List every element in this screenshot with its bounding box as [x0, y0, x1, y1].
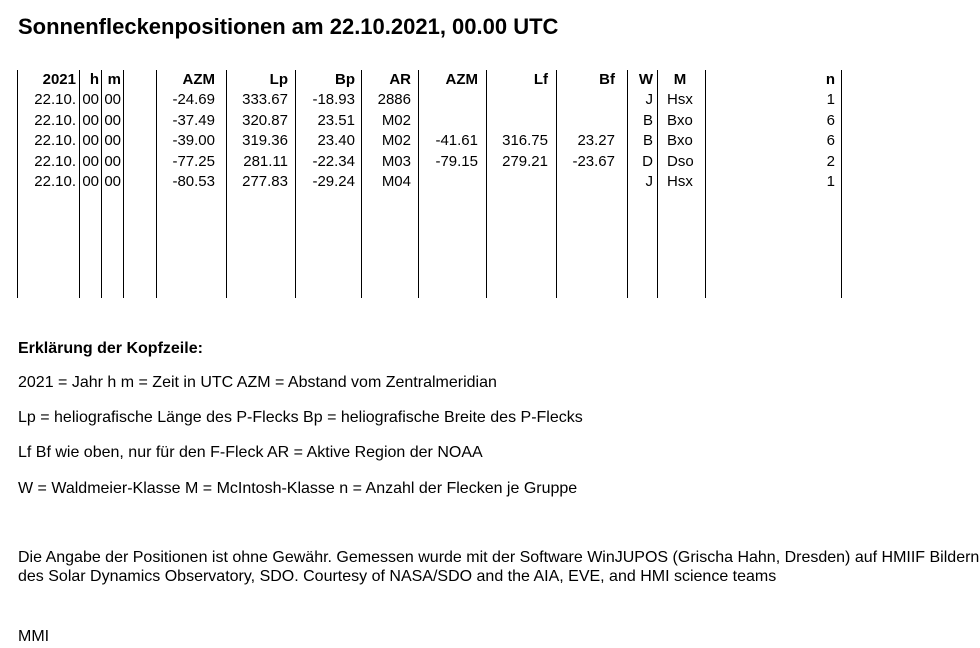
explanation-line: 2021 = Jahr h m = Zeit in UTC AZM = Abstand vom Zentralmeridian: [18, 374, 497, 391]
table-column-divider: [295, 70, 296, 298]
table-header-cell: M: [673, 71, 687, 88]
table-header-cell: W: [638, 71, 653, 88]
table-cell: 333.67: [242, 91, 288, 108]
sunspot-table: [0, 0, 980, 300]
table-cell: 6: [826, 132, 835, 149]
table-header-cell: AZM: [182, 71, 215, 88]
explanation-line: W = Waldmeier-Klasse M = McIntosh-Klasse n = Anzahl der Flecken je Gruppe: [18, 480, 578, 497]
table-cell: J: [645, 173, 653, 190]
table-cell: 22.10.: [34, 152, 76, 170]
table-cell: -22.34: [312, 152, 355, 170]
table-column-divider: [101, 70, 102, 298]
table-cell: 1: [826, 173, 835, 190]
table-cell: M02: [381, 132, 411, 149]
table-cell: 00: [104, 111, 121, 129]
table-cell: M03: [381, 152, 411, 170]
table-cell: 00: [82, 91, 99, 108]
table-header-cell: Bp: [335, 71, 355, 88]
table-cell: 1: [826, 91, 835, 108]
table-cell: -37.49: [172, 111, 215, 129]
table-header-cell: h: [89, 71, 99, 88]
table-cell: -23.67: [572, 152, 615, 170]
table-cell: 277.83: [242, 173, 288, 190]
table-cell: D: [642, 152, 653, 170]
table-cell: 00: [82, 132, 99, 149]
table-column-divider: [418, 70, 419, 298]
table-cell: 2886: [377, 91, 411, 108]
table-cell: 00: [104, 132, 121, 149]
table-cell: M02: [381, 111, 411, 129]
table-cell: 00: [82, 111, 99, 129]
table-cell: 6: [826, 111, 835, 129]
table-cell: 22.10.: [34, 91, 76, 108]
table-cell: 00: [82, 152, 99, 170]
table-column-divider: [841, 70, 842, 298]
table-header-cell: AZM: [445, 71, 478, 88]
table-column-divider: [79, 70, 80, 298]
table-cell: Hsx: [667, 173, 693, 190]
page-title: Sonnenfleckenpositionen am 22.10.2021, 00.00 UTC: [18, 14, 559, 39]
table-header-cell: n: [825, 71, 835, 88]
table-cell: Hsx: [667, 91, 693, 108]
table-cell: B: [642, 111, 653, 129]
table-header-cell: Lf: [533, 71, 548, 88]
table-cell: 23.40: [317, 132, 355, 149]
table-cell: -24.69: [172, 91, 215, 108]
table-column-divider: [657, 70, 658, 298]
table-cell: J: [645, 91, 653, 108]
table-column-divider: [627, 70, 628, 298]
table-cell: -41.61: [435, 132, 478, 149]
table-cell: 2: [826, 152, 835, 170]
table-cell: 22.10.: [34, 132, 76, 149]
table-cell: M04: [381, 173, 411, 190]
explanation-title: Erklärung der Kopfzeile:: [18, 340, 203, 357]
table-cell: 00: [104, 91, 121, 108]
table-column-divider: [17, 70, 18, 298]
table-cell: 279.21: [502, 152, 548, 170]
table-header-cell: AR: [389, 71, 411, 88]
table-cell: Bxo: [667, 111, 693, 129]
table-header-cell: 2021: [42, 71, 76, 88]
table-cell: 319.36: [242, 132, 288, 149]
table-cell: 00: [104, 152, 121, 170]
table-cell: B: [642, 132, 653, 149]
table-cell: -29.24: [312, 173, 355, 190]
table-header-cell: Lp: [269, 71, 288, 88]
table-header-cell: Bf: [599, 71, 615, 88]
table-cell: 320.87: [242, 111, 288, 129]
table-cell: 22.10.: [34, 111, 76, 129]
table-cell: 00: [82, 173, 99, 190]
table-cell: -80.53: [172, 173, 215, 190]
table-cell: 00: [104, 173, 121, 190]
table-cell: -77.25: [172, 152, 215, 170]
table-cell: Bxo: [667, 132, 693, 149]
explanation-line: Lf Bf wie oben, nur für den F-Fleck AR = Aktive Region der NOAA: [18, 444, 483, 461]
table-header-cell: m: [107, 71, 121, 88]
table-column-divider: [556, 70, 557, 298]
table-cell: 281.11: [243, 152, 288, 170]
disclaimer-text: Die Angabe der Positionen ist ohne Gewähr. Gemessen wurde mit der Software WinJUPOS (Grischa Hahn, Dresden) auf HMIIF Bildern des Solar Dynamics Observatory, SDO. Courtesy of NASA/SDO and the AIA, EVE, and HMI science teams: [18, 549, 980, 585]
table-cell: 316.75: [502, 132, 548, 149]
table-column-divider: [361, 70, 362, 298]
table-cell: -39.00: [172, 132, 215, 149]
table-cell: 23.27: [577, 132, 615, 149]
table-column-divider: [486, 70, 487, 298]
table-cell: Dso: [667, 152, 694, 170]
table-cell: 22.10.: [34, 173, 76, 190]
table-cell: -79.15: [435, 152, 478, 170]
table-cell: -18.93: [312, 91, 355, 108]
table-cell: 23.51: [317, 111, 355, 129]
table-column-divider: [226, 70, 227, 298]
table-column-divider: [123, 70, 124, 298]
explanation-line: Lp = heliografische Länge des P-Flecks Bp = heliografische Breite des P-Flecks: [18, 409, 583, 426]
signature: MMI: [18, 628, 50, 645]
